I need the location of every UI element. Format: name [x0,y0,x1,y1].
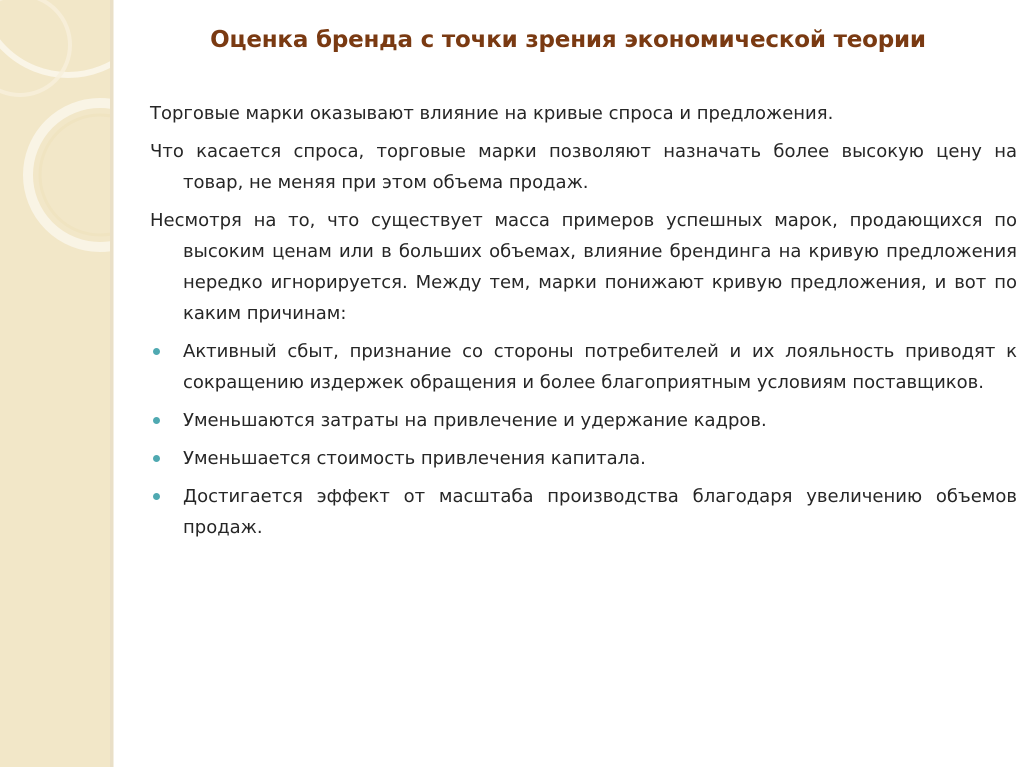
ring-middle-inner [40,115,110,235]
slide-body [150,98,1017,550]
bullet-text: Активный сбыт, признание со стороны потребителей и их лояльность приводят к сокращению издержек обращения и более благоприятным условиям поставщиков. [183,341,1017,393]
panel-divider-highlight [113,0,114,767]
ring-small [0,0,70,95]
bullet-item [150,405,1017,436]
bullet-text: Уменьшаются затраты на привлечение и удержание кадров. [183,410,767,431]
bullet-dot-icon [153,493,160,500]
bullet-item [150,481,1017,543]
slide-title: Оценка бренда с точки зрения экономической теории [210,27,926,53]
paragraph: Торговые марки оказывают влияние на кривые спроса и предложения. [150,103,834,124]
bullet-dot-icon [153,417,160,424]
bullet-text: Уменьшается стоимость привлечения капитала. [183,448,646,469]
decorative-rings [0,0,110,767]
decorative-side-panel [0,0,110,767]
bullet-dot-icon [153,455,160,462]
paragraph: Что касается спроса, торговые марки позволяют назначать более высокую цену на товар, не меняя при этом объема продаж. [150,141,1017,193]
bullet-dot-icon [153,348,160,355]
bullet-text: Достигается эффект от масштаба производства благодаря увеличению объемов продаж. [183,486,1017,538]
bullet-item [150,336,1017,398]
bullet-item [150,443,1017,474]
paragraph: Несмотря на то, что существует масса примеров успешных марок, продающихся по высоким ценам или в больших объемах, влияние брендинга на кривую предложения нередко игнорируется. Между тем, марки понижают кривую предложения, и вот по каким причинам: [150,210,1017,324]
